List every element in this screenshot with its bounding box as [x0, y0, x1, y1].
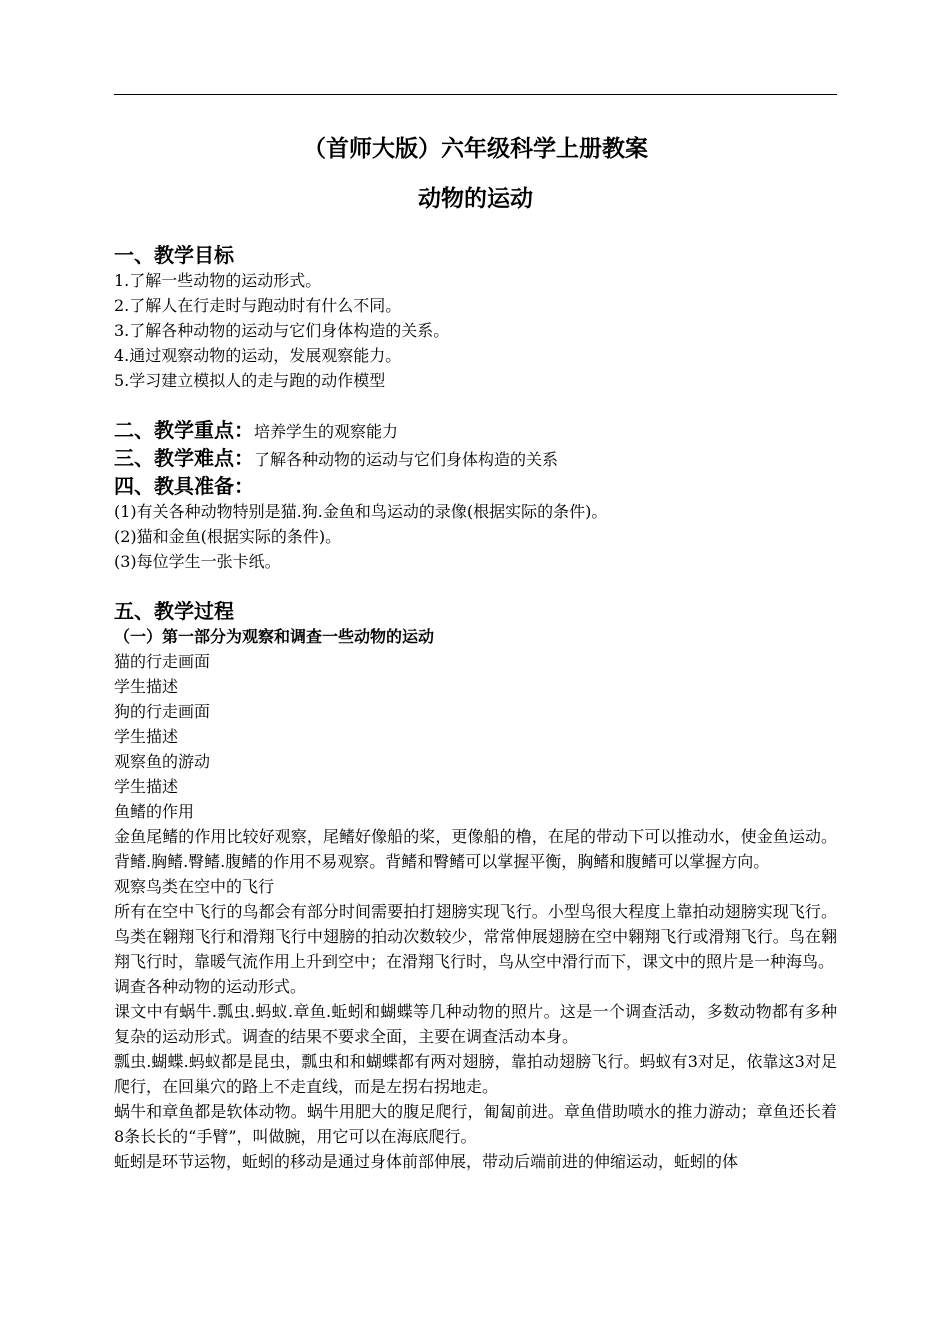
- process-line: 学生描述: [114, 727, 179, 746]
- process-line: 鱼鳍的作用: [114, 802, 195, 821]
- process-paragraph: 瓢虫.蝴蝶.蚂蚁都是昆虫，瓢虫和和蝴蝶都有两对翅膀，靠拍动翅膀飞行。蚂蚁有3对足，依靠这3对足爬行，在回巢穴的路上不走直线，而是左拐右拐地走。: [114, 1052, 837, 1096]
- process-paragraph: 蚯蚓是环节运物，蚯蚓的移动是通过身体前部伸展，带动后端前进的伸缩运动，蚯蚓的体: [114, 1152, 739, 1171]
- goal-item: 1.了解一些动物的运动形式。: [114, 271, 322, 290]
- key-point-text: 培养学生的观察能力: [254, 422, 399, 441]
- key-point-line: [114, 417, 837, 445]
- process-paragraph: 蜗牛和章鱼都是软体动物。蜗牛用肥大的腹足爬行，匍匐前进。章鱼借助喷水的推力游动；章鱼还长着8条长长的“手臂”，叫做腕，用它可以在海底爬行。: [114, 1102, 837, 1146]
- goal-item: 2.了解人在行走时与跑动时有什么不同。: [114, 296, 402, 315]
- header-rule: [114, 94, 837, 95]
- process-line: 狗的行走画面: [114, 702, 211, 721]
- process-line: 调查各种动物的运动形式。: [114, 977, 307, 996]
- difficulty-label: 三、教学难点：: [114, 446, 254, 470]
- process-line: 观察鸟类在空中的飞行: [114, 877, 275, 896]
- process-line: 学生描述: [114, 777, 179, 796]
- process-line: 观察鱼的游动: [114, 752, 211, 771]
- process-paragraph: 课文中有蜗牛.瓢虫.蚂蚁.章鱼.蚯蚓和蝴蝶等几种动物的照片。这是一个调查活动，多数动物都有多种复杂的运动形式。调查的结果不要求全面，主要在调查活动本身。: [114, 1002, 837, 1046]
- process-line: 猫的行走画面: [114, 652, 211, 671]
- material-item: (2)猫和金鱼(根据实际的条件)。: [114, 527, 342, 546]
- material-item: (3)每位学生一张卡纸。: [114, 552, 281, 571]
- document-title: （首师大版）六年级科学上册教案: [303, 135, 648, 162]
- difficulty-text: 了解各种动物的运动与它们身体构造的关系: [254, 450, 559, 469]
- process-paragraph: 金鱼尾鳍的作用比较好观察，尾鳍好像船的桨，更像船的橹，在尾的带动下可以推动水，使金鱼运动。背鳍.胸鳍.臀鳍.腹鳍的作用不易观察。背鳍和臀鳍可以掌握平衡，胸鳍和腹鳍可以掌握方向。: [114, 827, 837, 871]
- process-line: 学生描述: [114, 677, 179, 696]
- goal-item: 3.了解各种动物的运动与它们身体构造的关系。: [114, 321, 450, 340]
- goal-item: 4.通过观察动物的运动，发展观察能力。: [114, 346, 402, 365]
- material-item: (1)有关各种动物特别是猫.狗.金鱼和鸟运动的录像(根据实际的条件)。: [114, 502, 608, 521]
- key-point-label: 二、教学重点：: [114, 418, 254, 442]
- process-paragraph: 所有在空中飞行的鸟都会有部分时间需要拍打翅膀实现飞行。小型鸟很大程度上靠拍动翅膀实现飞行。鸟类在翱翔飞行和滑翔飞行中翅膀的拍动次数较少，常常伸展翅膀在空中翱翔飞行或滑翔飞行。鸟在翱翔飞行时，靠暖气流作用上升到空中；在滑翔飞行时，鸟从空中滑行而下，课文中的照片是一种海鸟。: [114, 902, 837, 971]
- goal-item: 5.学习建立模拟人的走与跑的动作模型: [114, 371, 386, 390]
- difficulty-line: [114, 445, 837, 473]
- document-body: [114, 132, 837, 1174]
- materials-heading: 四、教具准备：: [114, 474, 254, 498]
- lesson-title: 动物的运动: [418, 185, 533, 212]
- process-heading: 五、教学过程: [114, 599, 234, 623]
- part1-title: （一）第一部分为观察和调查一些动物的运动: [114, 627, 435, 646]
- goals-heading: 一、教学目标: [114, 243, 234, 267]
